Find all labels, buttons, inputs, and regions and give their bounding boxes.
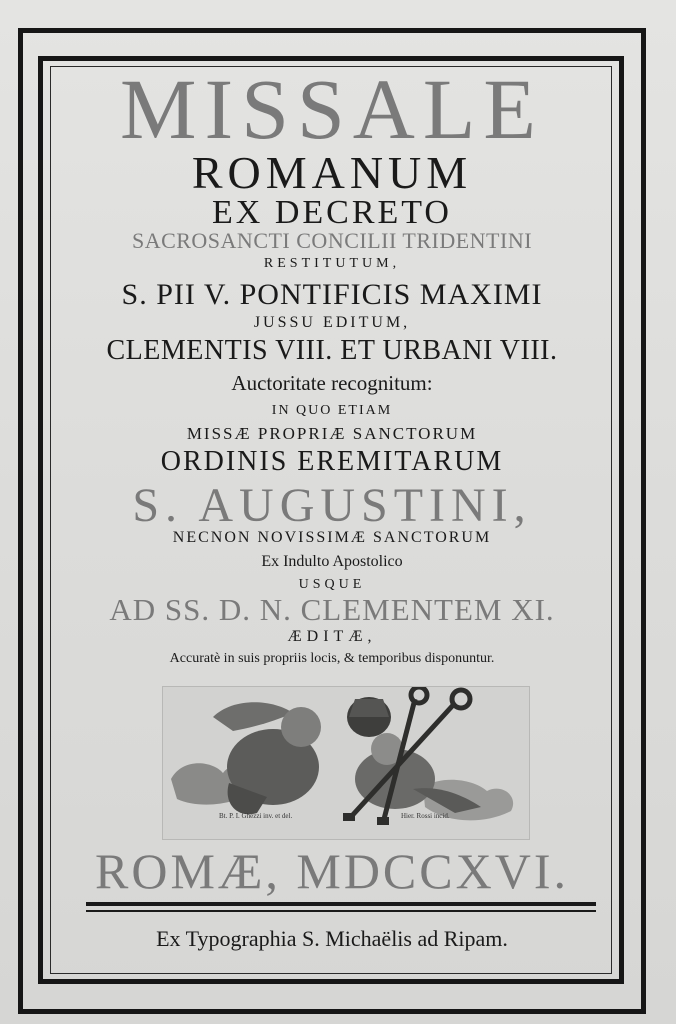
line-restitutum: RESTITUTUM, [263, 256, 401, 271]
line-ex-indulto: Ex Indulto Apostolico [261, 553, 403, 570]
imprint-place-date: ROMÆ, MDCCXVI. [94, 843, 569, 899]
line-necnon: NECNON NOVISSIMÆ SANCTORUM [172, 529, 492, 546]
line-jussu-editum: JUSSU EDITUM, [253, 314, 411, 331]
engraver-right-credit: Hier. Rossi incid. [401, 812, 450, 820]
line-missae-propriae: MISSÆ PROPRIÆ SANCTORUM [186, 424, 478, 443]
engraver-left-credit: Bt. P. I. Ghezzi inv. et del. [219, 812, 293, 820]
line-pius-v: S. PII V. PONTIFICIS MAXIMI [121, 278, 543, 311]
double-rule-thick [86, 902, 596, 906]
line-augustini: S. AUGUSTINI, [132, 479, 532, 532]
line-clementem-xi: AD SS. D. N. CLEMENTEM XI. [109, 592, 555, 627]
title-romanum: ROMANUM [191, 147, 473, 198]
title-missale: MISSALE [120, 61, 544, 157]
printer-line: Ex Typographia S. Michaëlis ad Ripam. [156, 926, 508, 951]
cherubs-keys-tiara-image [163, 687, 529, 839]
engraved-vignette [162, 686, 530, 840]
double-rule-thin [86, 910, 596, 912]
line-clementis: CLEMENTIS VIII. ET URBANI VIII. [106, 335, 558, 366]
line-in-quo-etiam: IN QUO ETIAM [271, 403, 393, 418]
line-accurate: Accuratè in suis propriis locis, & temporibus disponuntur. [169, 651, 495, 666]
line-usque: USQUE [298, 577, 366, 592]
line-ex-decreto: EX DECRETO [212, 194, 452, 231]
line-concilii: SACROSANCTI CONCILII TRIDENTINI [131, 228, 533, 253]
line-ordinis: ORDINIS EREMITARUM [160, 446, 504, 477]
line-aeditae: ÆDITÆ, [287, 628, 377, 645]
line-auctoritate: Auctoritate recognitum: [231, 371, 433, 395]
